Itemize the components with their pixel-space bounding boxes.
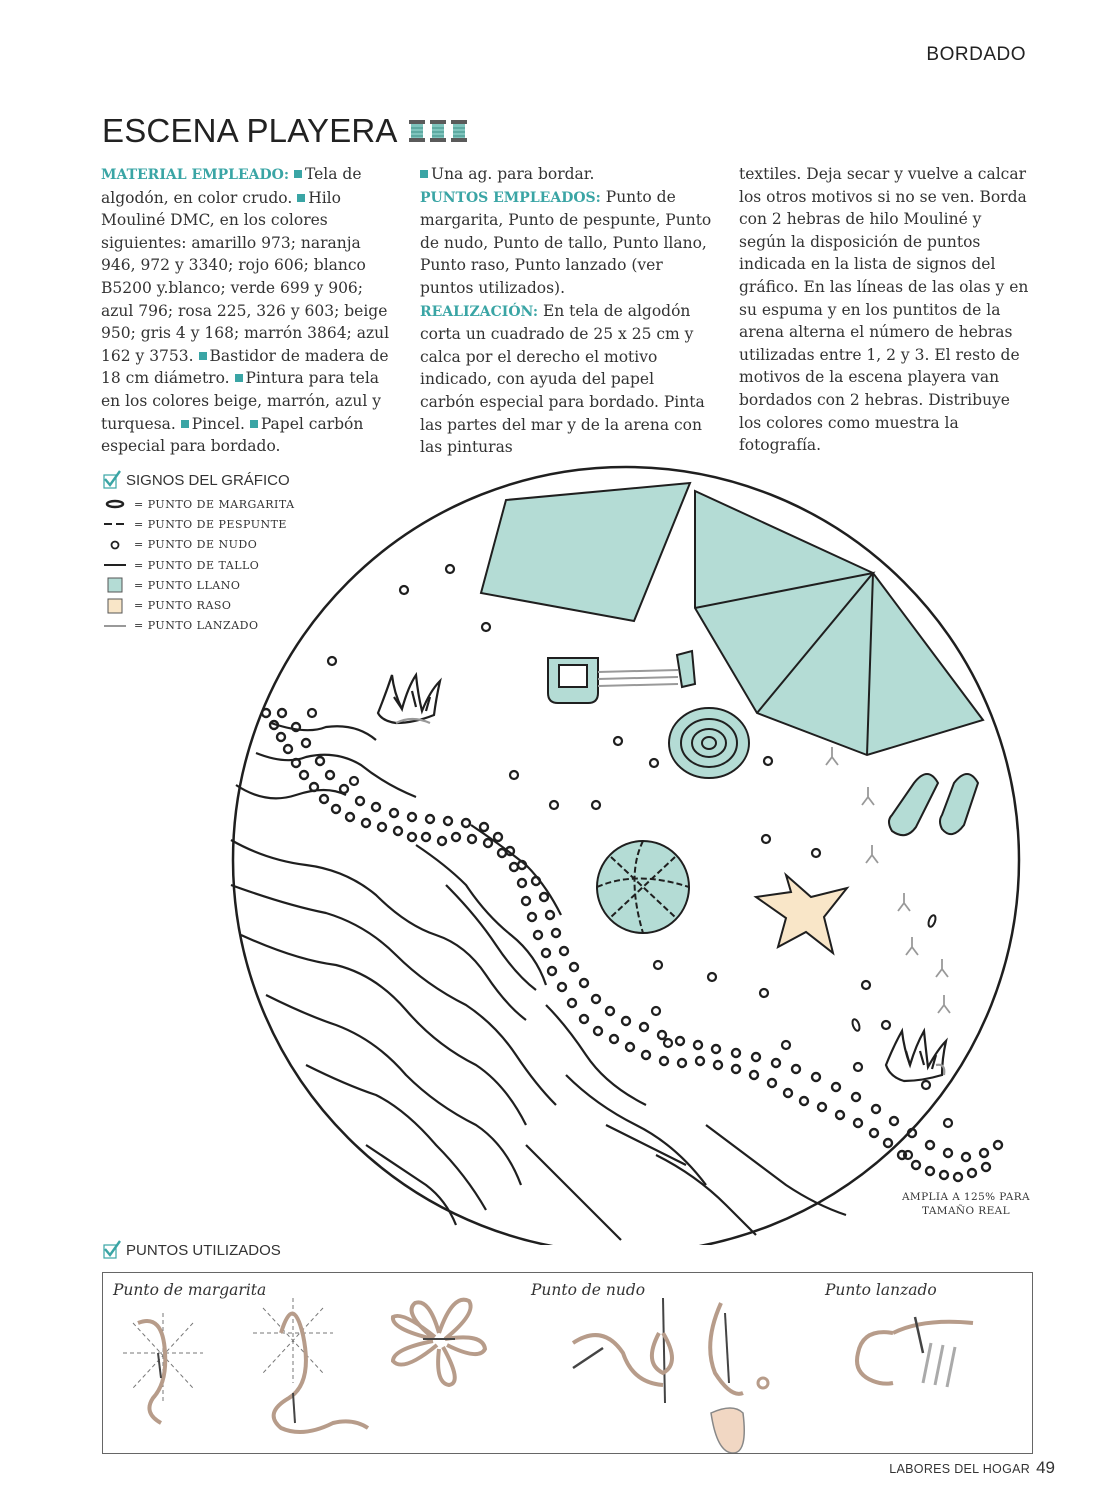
section-label: BORDADO (926, 44, 1026, 65)
legend-label: PUNTO DE MARGARITA (147, 497, 295, 511)
raso-icon (107, 598, 123, 614)
legend-label: PUNTO DE TALLO (147, 558, 260, 572)
magazine-name: LABORES DEL HOGAR (889, 1462, 1031, 1476)
puntos-lead: PUNTOS EMPLEADOS: (420, 189, 601, 206)
legend-item: = PUNTO RASO (102, 595, 402, 615)
check-icon (102, 470, 122, 490)
legend-label: PUNTO DE PESPUNTE (147, 517, 287, 531)
bullet-icon (294, 170, 302, 178)
margarita-step-1 (123, 1313, 203, 1423)
pespunte-icon (103, 521, 127, 527)
column-puntos (420, 163, 712, 459)
legend-item: = PUNTO LLANO (102, 575, 402, 595)
legend-item: = PUNTO DE NUDO (102, 535, 402, 555)
legend-item: = PUNTO DE MARGARITA (102, 494, 402, 514)
stitch-diagrams (103, 1273, 1032, 1453)
stitches-title: PUNTOS UTILIZADOS (126, 1241, 281, 1259)
column-material (101, 163, 393, 458)
bullet-icon (235, 374, 243, 382)
ball-shape (597, 841, 689, 933)
legend-label: PUNTO LLANO (147, 578, 241, 592)
legend-item: = PUNTO DE PESPUNTE (102, 514, 402, 534)
page-number: 49 (1036, 1458, 1055, 1477)
nudo-step-2 (710, 1303, 768, 1453)
bullet-icon (250, 420, 258, 428)
legend-item: = PUNTO LANZADO (102, 616, 402, 636)
material-item: Hilo Mouliné DMC, en los colores siguientes: amarillo 973; naranja 946, 972 y 3340; rojo 606; blanco B5200 y.blanco; verde 699 y 906; azul 796; rosa 225, 326 y 603; beige 950; gris 4 y 168; marrón 3864; azul 162 y 3753. (101, 188, 390, 365)
material-item: Tela de algodón, en color crudo. (101, 165, 362, 207)
legend-item: = PUNTO DE TALLO (102, 555, 402, 575)
embroidery-pattern (226, 465, 1026, 1245)
column-continuation (739, 163, 1031, 457)
legend-title: SIGNOS DEL GRÁFICO (126, 471, 290, 489)
llano-icon (107, 577, 123, 593)
legend-label: PUNTO LANZADO (147, 619, 259, 633)
shell-shape (669, 708, 749, 778)
legend-label: PUNTO DE NUDO (147, 538, 258, 552)
stitch-label-margarita: Punto de margarita (113, 1281, 267, 1299)
realizacion-text: En tela de algodón corta un cuadrado de 25 x 25 cm y calca por el derecho el motivo indicado, con ayuda del papel carbón especial para bordado. Pinta las partes del mar y de la arena con las pinturas (420, 301, 705, 457)
stitches-strip (102, 1272, 1033, 1454)
stitch-label-nudo: Punto de nudo (531, 1281, 646, 1299)
check-icon (102, 1240, 122, 1260)
difficulty-spools-icon (408, 119, 468, 143)
puntos-text: Punto de margarita, Punto de pespunte, Punto de nudo, Punto de tallo, Punto llano, Punto raso, Punto lanzado (420, 187, 712, 275)
material-item: Papel carbón especial para bordado. (101, 414, 364, 456)
material-lead: MATERIAL EMPLEADO: (101, 167, 290, 183)
puntos-note: (ver puntos utilizados). (420, 256, 663, 297)
bullet-icon (199, 352, 207, 360)
lanzado-diagram (857, 1317, 973, 1387)
bullet-icon (297, 194, 305, 202)
stitches-heading (102, 1240, 281, 1260)
margarita-icon (104, 499, 126, 509)
continuation-text: textiles. Deja secar y vuelve a calcar los otros motivos si no se ven. Borda con 2 hebras de hilo Mouliné y según la disposición de puntos indicada en la lista de signos del gráfico. En las líneas de las olas y en su espuma y en los puntitos de la arena alterna el número de hebras utilizadas entre 1, 2 y 3. El resto de motivos de la escena playera van bordados con 2 hebras. Distribuye los colores como muestra la fotografía. (739, 165, 1029, 455)
page-title: ESCENA PLAYERA (102, 112, 398, 149)
lanzado-icon (103, 623, 127, 629)
margarita-step-2 (253, 1298, 368, 1432)
stitch-label-lanzado: Punto lanzado (825, 1281, 937, 1299)
bullet-icon (181, 420, 189, 428)
material-item: Una ag. para bordar. (431, 165, 595, 183)
material-item: Bastidor de madera de 18 cm diámetro. (101, 346, 389, 388)
page-footer (889, 1458, 1055, 1478)
material-item: Pintura para tela en los colores beige, marrón, azul y turquesa. (101, 369, 381, 433)
material-item: Pincel. (191, 414, 245, 433)
nudo-icon (109, 539, 121, 551)
bullet-icon (420, 170, 428, 178)
margarita-step-3 (393, 1300, 485, 1385)
enlarge-note-line: AMPLIA A 125% PARA (901, 1191, 1031, 1203)
tallo-icon (103, 562, 127, 568)
enlarge-note-line: TAMAÑO REAL (921, 1205, 1010, 1217)
realizacion-lead: REALIZACIÓN: (420, 303, 538, 320)
nudo-step-1 (573, 1298, 672, 1403)
enlarge-note (896, 1190, 1036, 1218)
title-block (102, 112, 468, 150)
legend-label: PUNTO RASO (147, 599, 232, 613)
